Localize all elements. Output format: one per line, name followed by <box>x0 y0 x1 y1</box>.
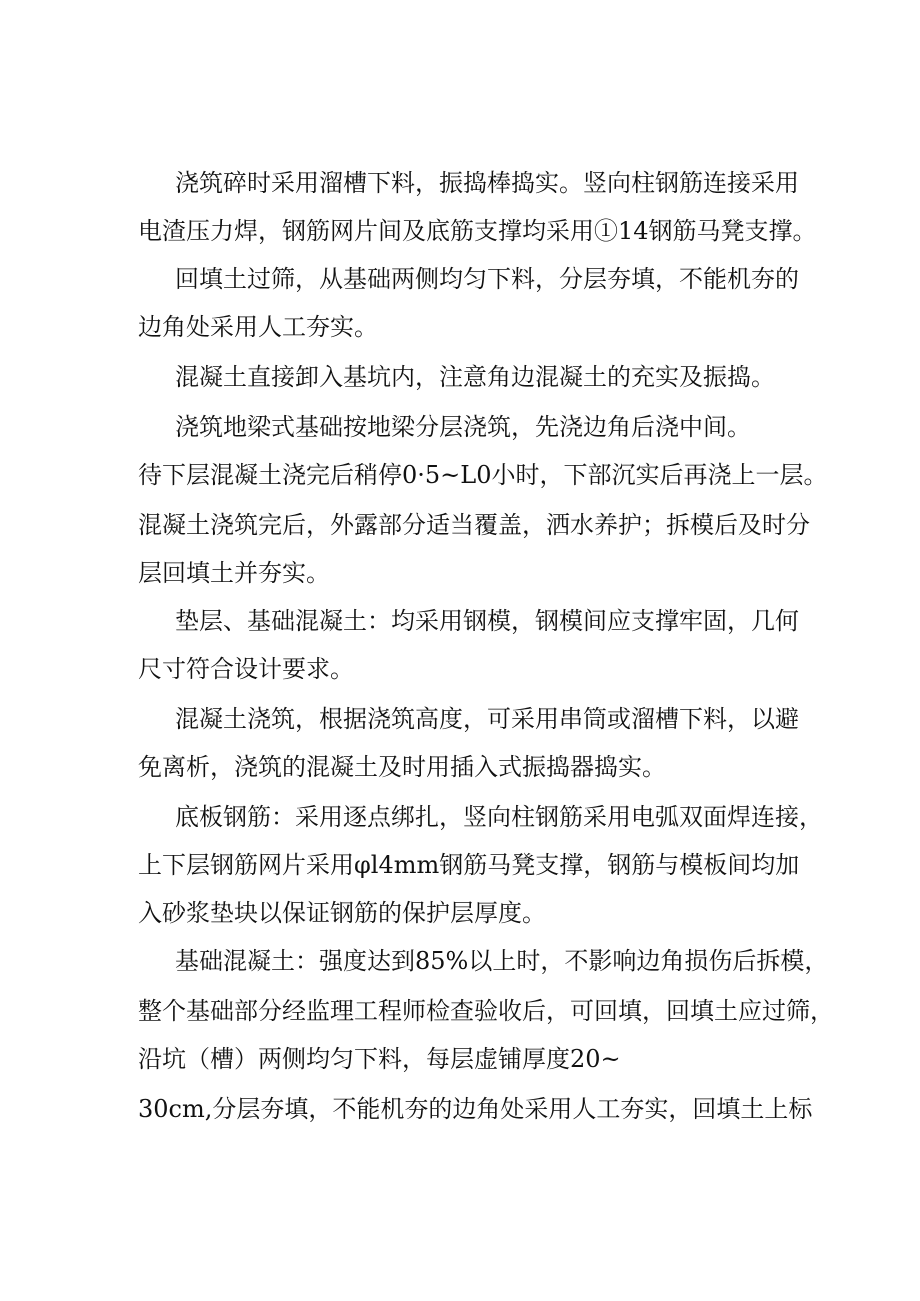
text-line: 混凝土直接卸入基坑内，注意角边混凝土的充实及振捣。 <box>175 363 775 391</box>
text-line: 待下层混凝土浇完后稍停0·5~L0小时，下部沉实后再浇上一层。 <box>138 461 828 489</box>
text-line: 浇筑地梁式基础按地梁分层浇筑，先浇边角后浇中间。 <box>175 413 751 441</box>
text-line: 垫层、基础混凝土：均采用钢模，钢模间应支撑牢固，几何 <box>175 607 799 635</box>
text-line: 电渣压力焊，钢筋网片间及底筋支撑均采用①14钢筋马凳支撑。 <box>138 217 817 245</box>
text-line: 混凝土浇筑，根据浇筑高度，可采用串筒或溜槽下料，以避 <box>175 705 799 733</box>
text-line: 上下层钢筋网片采用φl4mm钢筋马凳支撑，钢筋与模板间均加 <box>138 851 800 879</box>
text-line: 层回填土并夯实。 <box>138 559 330 587</box>
text-line: 30cm,分层夯填，不能机夯的边角处采用人工夯实，回填土上标 <box>138 1095 813 1123</box>
text-line: 入砂浆垫块以保证钢筋的保护层厚度。 <box>138 899 546 927</box>
text-line: 沿坑（槽）两侧均匀下料，每层虚铺厚度20~ <box>138 1045 621 1073</box>
text-line: 免离析，浇筑的混凝土及时用插入式振捣器捣实。 <box>138 753 666 781</box>
text-line: 边角处采用人工夯实。 <box>138 313 378 341</box>
text-line: 尺寸符合设计要求。 <box>138 655 354 683</box>
text-line: 回填土过筛，从基础两侧均匀下料，分层夯填，不能机夯的 <box>175 265 799 293</box>
text-line: 底板钢筋：采用逐点绑扎，竖向柱钢筋采用电弧双面焊连接， <box>175 803 823 831</box>
text-line: 浇筑碎时采用溜槽下料，振捣棒捣实。竖向柱钢筋连接采用 <box>175 169 799 197</box>
text-line: 整个基础部分经监理工程师检查验收后，可回填，回填土应过筛， <box>138 997 834 1025</box>
text-line: 混凝土浇筑完后，外露部分适当覆盖，洒水养护；拆模后及时分 <box>138 511 810 539</box>
text-line: 基础混凝土：强度达到85%以上时，不影响边角损伤后拆模， <box>175 947 829 975</box>
